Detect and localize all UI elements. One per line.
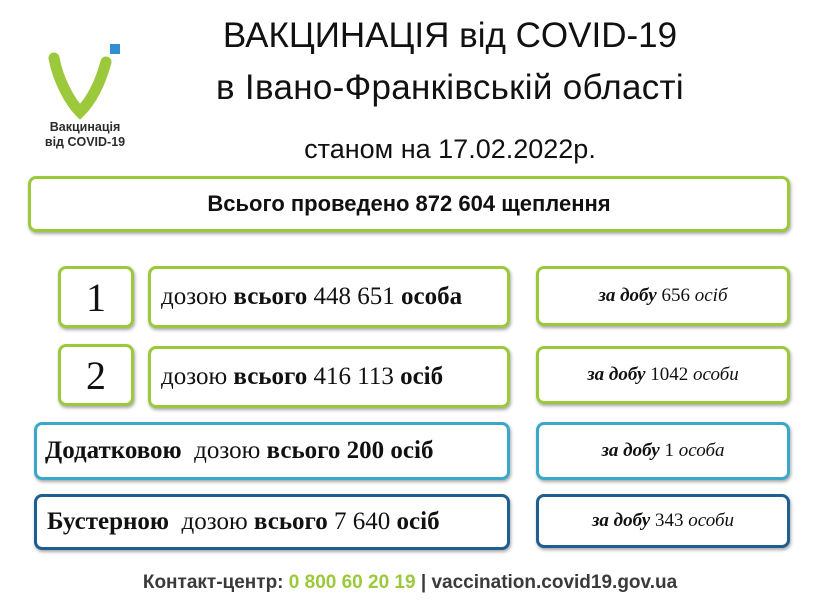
booster-day-unit: особи	[688, 510, 735, 531]
dose-number-1: 1	[86, 274, 106, 320]
contact-center-label: Контакт-центр:	[142, 572, 284, 593]
day-label: за добу	[601, 440, 660, 461]
dose-2-total-box	[148, 346, 510, 408]
contact-footer	[0, 572, 820, 594]
contact-phone[interactable]: 0 800 60 20 19	[288, 572, 416, 593]
dose-number-2: 2	[86, 352, 106, 398]
total-word: всього	[253, 508, 328, 535]
dose-1-daily-box	[536, 266, 790, 326]
dose-2-daily-box	[536, 346, 790, 404]
logo-line2: від COVID-19	[44, 135, 126, 149]
dose-1-unit: особа	[401, 283, 463, 310]
dose-2-day-unit: особи	[693, 364, 739, 385]
additional-dose-count: 200	[346, 437, 385, 464]
dose-number-1-box	[58, 266, 134, 328]
dose-word: дозою	[181, 508, 248, 535]
additional-daily-box	[536, 422, 790, 480]
vaccination-logo	[30, 40, 140, 160]
day-label: за добу	[598, 285, 657, 306]
booster-day-count: 343	[655, 510, 684, 531]
dose-2-day-count: 1042	[650, 364, 689, 385]
day-label: за добу	[587, 364, 646, 385]
booster-dose-box	[34, 494, 510, 550]
dose-1-day-count: 656	[661, 285, 690, 306]
additional-dose-kind: Додатковою	[45, 437, 182, 464]
booster-dose-count: 7 640	[334, 508, 391, 535]
total-word: всього	[233, 363, 308, 390]
additional-day-unit: особа	[678, 440, 725, 461]
day-label: за добу	[591, 510, 651, 531]
booster-dose-kind: Бустерною	[47, 508, 170, 535]
dose-word: дозою	[161, 363, 228, 390]
title-line2: в Івано-Франківській області	[216, 68, 684, 107]
additional-day-count: 1	[664, 440, 674, 461]
dose-word: дозою	[194, 437, 261, 464]
dose-2-count: 416 113	[313, 363, 394, 390]
dose-1-total-box	[148, 266, 510, 328]
additional-dose-unit: осіб	[390, 437, 434, 464]
checkmark-v-icon	[48, 40, 124, 120]
booster-dose-unit: осіб	[396, 508, 440, 535]
dose-1-count: 448 651	[313, 283, 395, 310]
footer-separator: |	[420, 572, 427, 593]
dose-2-unit: осіб	[400, 363, 444, 390]
dose-1-day-unit: осіб	[694, 285, 728, 306]
vaccination-site-link[interactable]: vaccination.covid19.gov.ua	[431, 572, 678, 593]
logo-line1: Вакцинація	[49, 120, 121, 134]
total-vaccinations-text: Всього проведено 872 604 щеплення	[207, 191, 611, 216]
booster-daily-box	[536, 494, 790, 548]
title-line1: ВАКЦИНАЦІЯ від COVID-19	[222, 16, 678, 55]
dose-word: дозою	[161, 283, 228, 310]
total-word: всього	[266, 437, 341, 464]
total-word: всього	[233, 283, 308, 310]
dose-number-2-box	[58, 344, 134, 406]
logo-caption	[30, 120, 140, 150]
total-vaccinations-box	[28, 176, 790, 232]
as-of-date: станом на 17.02.2022р.	[304, 134, 596, 164]
additional-dose-box	[34, 422, 510, 480]
